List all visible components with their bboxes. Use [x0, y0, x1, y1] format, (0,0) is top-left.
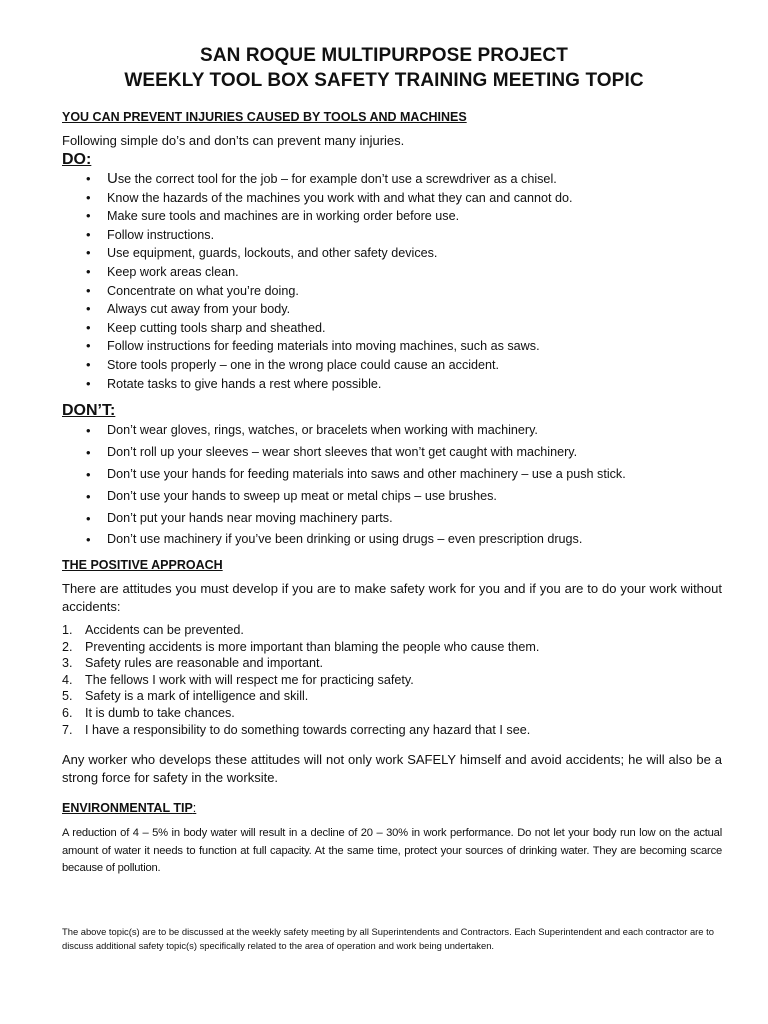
- item-text: I have a responsibility to do something towards correcting any hazard that I see.: [85, 722, 531, 737]
- do-list-item: • Rotate tasks to give hands a rest where possible.: [86, 375, 573, 394]
- attitude-item: [62, 655, 539, 672]
- dont-list-item: • Don’t put your hands near moving machinery parts.: [86, 508, 626, 530]
- dont-list-item: • Don’t use your hands for feeding materials into saws and other machinery – use a push stick.: [86, 464, 626, 486]
- item-number: 4.: [62, 672, 73, 687]
- do-list-item: [86, 170, 573, 189]
- do-list-item: • Make sure tools and machines are in working order before use.: [86, 207, 573, 226]
- dont-list-item: • Don’t use your hands to sweep up meat or metal chips – use brushes.: [86, 486, 626, 508]
- do-list-item: • Use equipment, guards, lockouts, and other safety devices.: [86, 244, 573, 263]
- document-title-line1: SAN ROQUE MULTIPURPOSE PROJECT: [200, 45, 568, 66]
- attitude-item: [62, 622, 539, 639]
- item-number: 2.: [62, 639, 73, 654]
- environmental-tip-title: ENVIRONMENTAL TIP: [62, 801, 193, 815]
- environmental-tip-heading: [62, 801, 196, 815]
- do-heading: DO:: [62, 151, 92, 168]
- item-text: Safety rules are reasonable and important.: [85, 656, 324, 671]
- drop-cap: U: [107, 170, 118, 187]
- dont-heading: DON’T:: [62, 402, 116, 419]
- do-list-item: • Follow instructions for feeding materials into moving machines, such as saws.: [86, 337, 573, 356]
- item-number: 3.: [62, 656, 73, 671]
- item-number: 1.: [62, 623, 73, 637]
- item-text: Preventing accidents is more important than blaming the people who cause them.: [85, 639, 540, 654]
- topic-intro: Following simple do’s and don’ts can prevent many injuries.: [62, 133, 405, 148]
- positive-approach-intro: There are attitudes you must develop if you are to make safety work for you and if you are to do your work without accidents:: [62, 581, 722, 614]
- item-text: It is dumb to take chances.: [85, 705, 235, 720]
- item-text: The fellows I work with will respect me for practicing safety.: [85, 672, 414, 687]
- item-number: 6.: [62, 705, 73, 720]
- dont-list-item: • Don’t wear gloves, rings, watches, or bracelets when working with machinery.: [86, 420, 626, 442]
- item-text: Safety is a mark of intelligence and skill.: [85, 689, 309, 704]
- do-list: [86, 170, 573, 393]
- topic-heading: YOU CAN PREVENT INJURIES CAUSED BY TOOLS AND MACHINES: [62, 110, 467, 124]
- attitude-item: [62, 705, 539, 722]
- item-text: Accidents can be prevented.: [85, 623, 244, 637]
- do-list-item: • Keep work areas clean.: [86, 263, 573, 282]
- attitude-item: [62, 672, 539, 689]
- item-number: 5.: [62, 689, 73, 704]
- document-title-line2: WEEKLY TOOL BOX SAFETY TRAINING MEETING TOPIC: [124, 70, 644, 91]
- attitude-item: [62, 688, 539, 705]
- item-number: 7.: [62, 722, 73, 737]
- positive-approach-heading: THE POSITIVE APPROACH: [62, 558, 223, 572]
- attitudes-list: [62, 622, 539, 738]
- dont-list: [86, 420, 626, 551]
- dont-list-item: • Don’t roll up your sleeves – wear short sleeves that won’t get caught with machinery.: [86, 442, 626, 464]
- positive-approach-closing: Any worker who develops these attitudes will not only work SAFELY himself and avoid accidents; he will also be a strong force for safety in the worksite.: [62, 752, 722, 785]
- do-list-item: • Always cut away from your body.: [86, 300, 573, 319]
- do-list-item: • Concentrate on what you’re doing.: [86, 282, 573, 301]
- do-item-text: se the correct tool for the job – for example don’t use a screwdriver as a chisel.: [117, 172, 557, 186]
- do-list-item: • Know the hazards of the machines you work with and what they can and cannot do.: [86, 189, 573, 208]
- dont-list-item: • Don’t use machinery if you’ve been drinking or using drugs – even prescription drugs.: [86, 529, 626, 551]
- environmental-tip-text: A reduction of 4 – 5% in body water will result in a decline of 20 – 30% in work performance. Do not let your body run low on the actual amount of water it needs to function at full capacity. At the same time, protect your sources of drinking water. They are becoming scarce because of pollution.: [62, 827, 722, 874]
- do-list-item: • Store tools properly – one in the wrong place could cause an accident.: [86, 356, 573, 375]
- footer-note: The above topic(s) are to be discussed at the weekly safety meeting by all Superintendents and Contractors. Each Superintendent and each contractor are to discuss additional safety topic(s) specifically related to the area of operation and work being undertaken.: [62, 926, 714, 951]
- heading-colon: :: [192, 801, 197, 815]
- attitude-item: [62, 722, 539, 739]
- do-list-item: • Follow instructions.: [86, 226, 573, 245]
- attitude-item: [62, 639, 539, 656]
- do-list-item: • Keep cutting tools sharp and sheathed.: [86, 319, 573, 338]
